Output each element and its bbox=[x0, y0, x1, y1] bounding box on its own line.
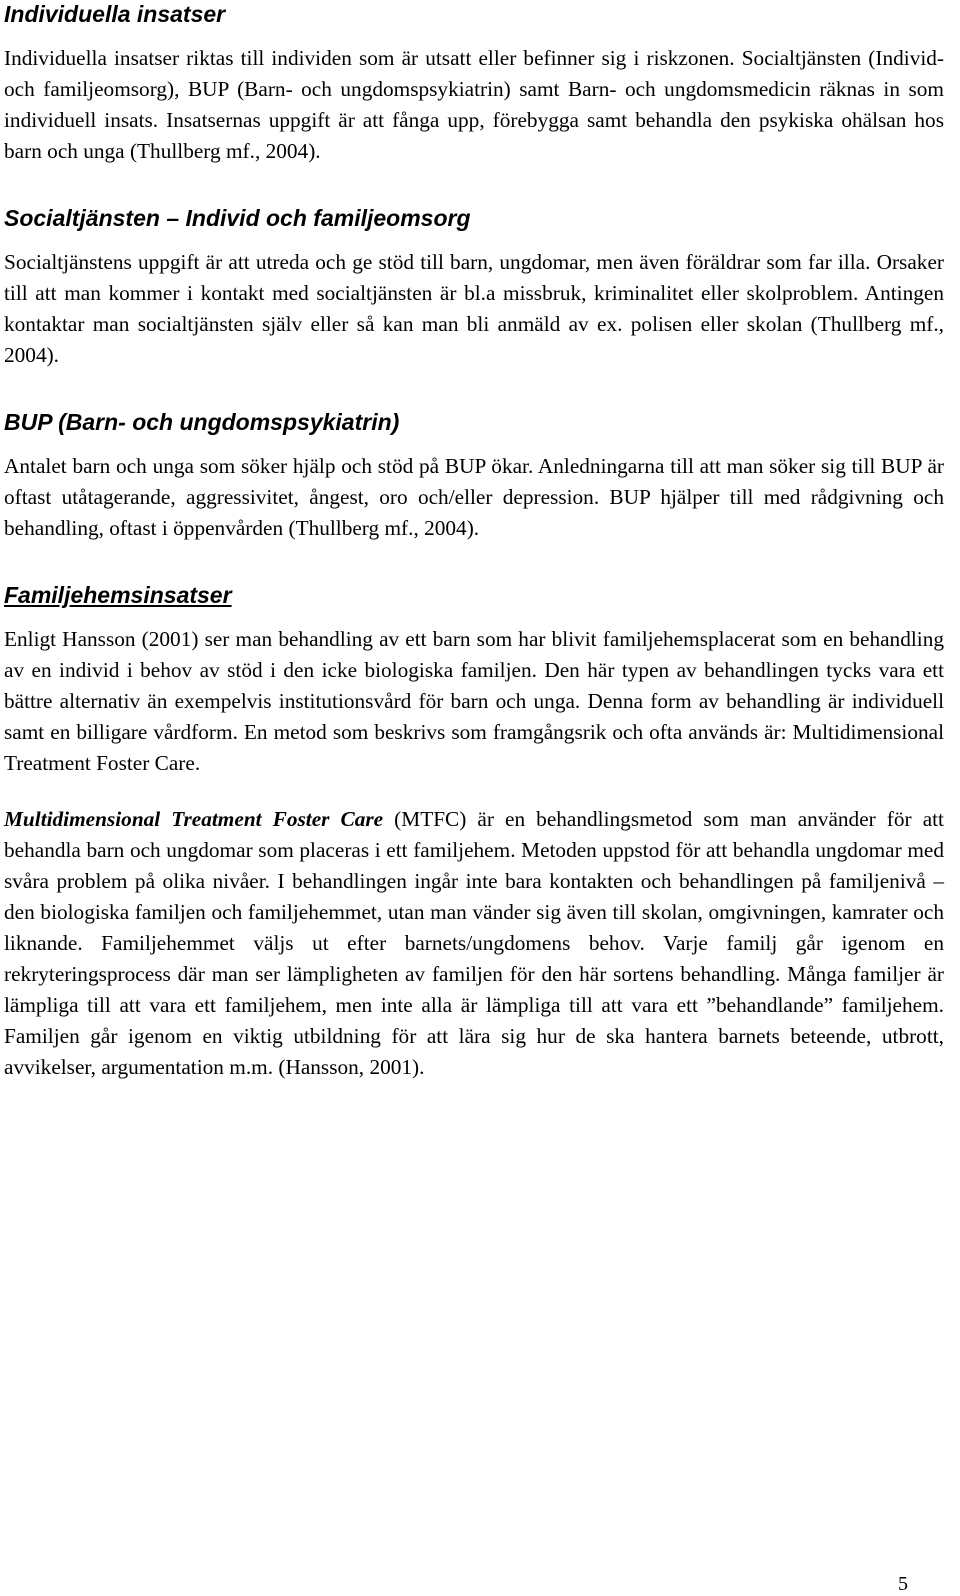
page-number: 5 bbox=[898, 1573, 908, 1595]
paragraph-socialtjansten: Socialtjänstens uppgift är att utreda och ge stöd till barn, ungdomar, men även föräldrar som far illa. Orsaker till att man kommer i kontakt med socialtjänsten är bl.a missbruk, kriminalitet eller skolproblem. Antingen kontaktar man socialtjänsten själv eller så kan man bli anmäld av ex. polisen eller skolan (Thullberg mf., 2004). bbox=[4, 250, 944, 367]
heading-socialtjansten: Socialtjänsten – Individ och familjeomsorg bbox=[4, 205, 471, 231]
heading-bup: BUP (Barn- och ungdomspsykiatrin) bbox=[4, 409, 400, 435]
heading-familjehemsinsatser: Familjehemsinsatser bbox=[4, 582, 232, 608]
paragraph-familjehemsinsatser: Enligt Hansson (2001) ser man behandling av ett barn som har blivit familjehemsplacerat som en behandling av en individ i behov av stöd i den icke biologiska familjen. Den här typen av behandlingen tycks vara ett bättre alternativ än exempelvis institutionsvård för barn och unga. Denna form av behandling är individuell samt en billigare vårdform. En metod som beskrivs som framgångsrik och ofta används är: Multidimensional Treatment Foster Care. bbox=[4, 627, 944, 775]
document-page bbox=[4, 0, 944, 1083]
paragraph-bup: Antalet barn och unga som söker hjälp och stöd på BUP ökar. Anledningarna till att man söker sig till BUP är oftast utåtagerande, aggressivitet, ångest, oro och/eller depression. BUP hjälper till med rådgivning och behandling, oftast i öppenvården (Thullberg mf., 2004). bbox=[4, 454, 944, 540]
mtfc-emphasis: Multidimensional Treatment Foster Care bbox=[4, 807, 384, 831]
paragraph-mtfc bbox=[4, 804, 944, 1083]
paragraph-individuella-insatser: Individuella insatser riktas till individen som är utsatt eller befinner sig i riskzonen. Socialtjänsten (Individ- och familjeomsorg), BUP (Barn- och ungdomspsykiatrin) samt Barn- och ungdomsmedicin räknas in som individuell insats. Insatsernas uppgift är att fånga upp, förebygga samt behandla den psykiska ohälsan hos barn och unga (Thullberg mf., 2004). bbox=[4, 46, 944, 163]
heading-individuella-insatser: Individuella insatser bbox=[4, 1, 226, 27]
mtfc-text: (MTFC) är en behandlingsmetod som man använder för att behandla barn och ungdomar som placeras i ett familjehem. Metoden uppstod för att behandla ungdomar med svåra problem på olika nivåer. I behandlingen ingår inte bara kontakten och behandlingen på familjenivå – den biologiska familjen och familjehemmet, utan man vänder sig även till skolan, omgivningen, kamrater och liknande. Familjehemmet väljs ut efter barnets/ungdomens behov. Varje familj går igenom en rekryteringsprocess där man ser lämpligheten av familjen för den här sortens behandling. Många familjer är lämpliga till att vara ett familjehem, men inte alla är lämpliga till att vara ett ”behandlande” familjehem. Familjen går igenom en viktig utbildning för att lära sig hur de ska hantera barnets beteende, utbrott, avvikelser, argumentation m.m. (Hansson, 2001). bbox=[4, 807, 944, 1079]
